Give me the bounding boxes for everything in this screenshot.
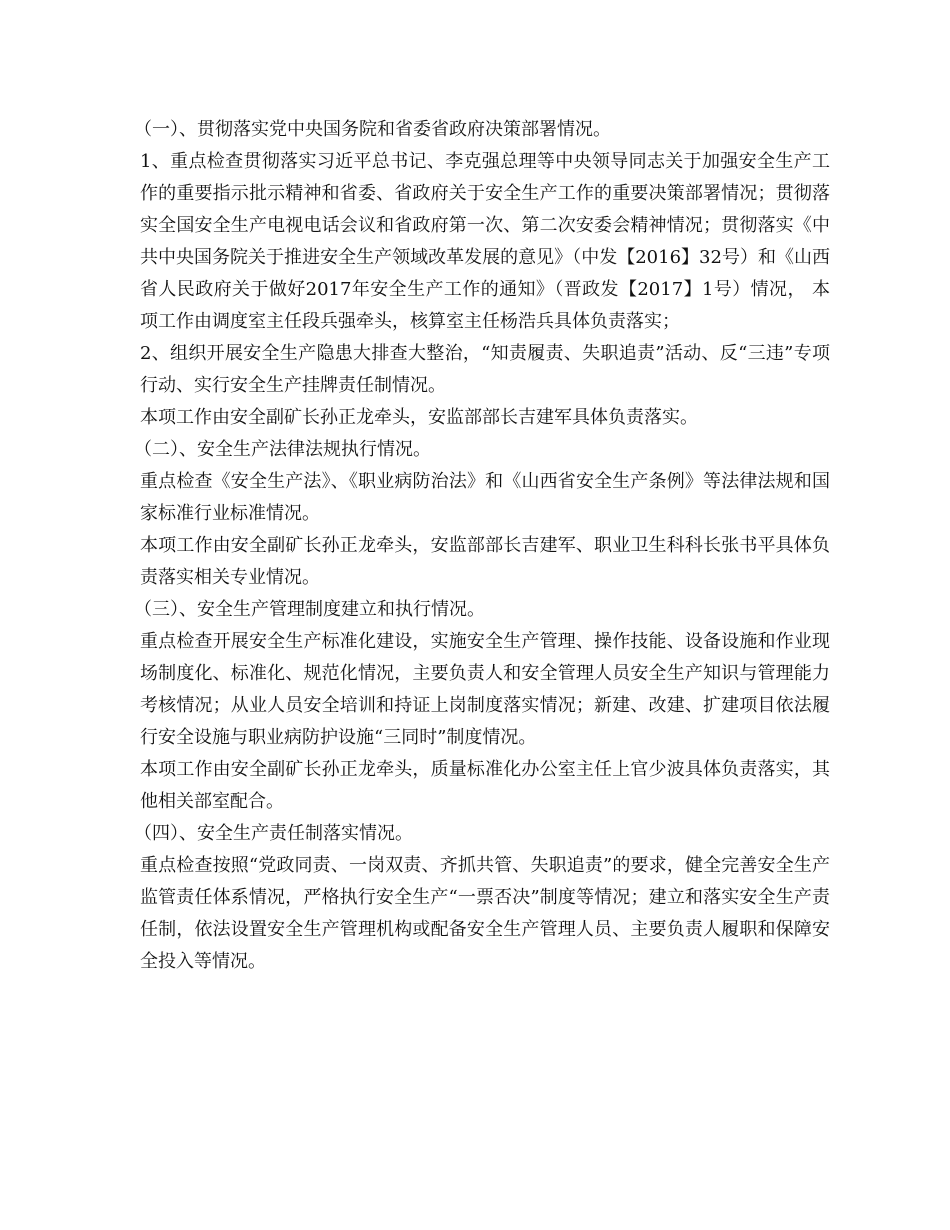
item-2-responsibility: 本项工作由安全副矿长孙正龙牵头，安监部部长吉建军具体负责落实。 [140, 407, 698, 428]
section-3-heading: （三）、安全生产管理制度建立和执行情况。 [134, 599, 485, 620]
section-3-body: 重点检查开展安全生产标准化建设，实施安全生产管理、操作技能、设备设施和作业现场制度化、标准化、规范化情况，主要负责人和安全管理人员安全生产知识与管理能力考核情况；从业人员安全培训和持证上岗制度落实情况；新建、改建、扩建项目依法履行安全设施与职业病防护设施“三同时”制度情况。 [140, 631, 830, 748]
section-4-heading: （四）、安全生产责任制落实情况。 [134, 823, 413, 844]
document-body [134, 114, 830, 978]
section-1-heading: （一）、贯彻落实党中央国务院和省委省政府决策部署情况。 [134, 119, 611, 140]
section-3-responsibility: 本项工作由安全副矿长孙正龙牵头，质量标准化办公室主任上官少波具体负责落实，其他相关部室配合。 [140, 759, 830, 812]
item-1-paragraph: 1、重点检查贯彻落实习近平总书记、李克强总理等中央领导同志关于加强安全生产工作的重要指示批示精神和省委、省政府关于安全生产工作的重要决策部署情况；贯彻落实全国安全生产电视电话会议和省政府第一次、第二次安委会精神情况；贯彻落实《中共中央国务院关于推进安全生产领域改革发展的意见》（中发【2016】32号）和《山西省人民政府关于做好2017年安全生产工作的通知》（晋政发【2017】1号）情况， 本项工作由调度室主任段兵强牵头，核算室主任杨浩兵具体负责落实； [140, 151, 830, 332]
item-2-paragraph: 2、组织开展安全生产隐患大排查大整治，“知责履责、失职追责”活动、反“三违”专项行动、实行安全生产挂牌责任制情况。 [140, 343, 830, 396]
section-2-responsibility: 本项工作由安全副矿长孙正龙牵头，安监部部长吉建军、职业卫生科科长张书平具体负责落实相关专业情况。 [140, 535, 830, 588]
section-2-body: 重点检查《安全生产法》、《职业病防治法》和《山西省安全生产条例》等法律法规和国家标准行业标准情况。 [140, 471, 830, 524]
section-4-body: 重点检查按照“党政同责、一岗双责、齐抓共管、失职追责”的要求，健全完善安全生产监管责任体系情况，严格执行安全生产“一票否决”制度等情况；建立和落实安全生产责任制，依法设置安全生产管理机构或配备安全生产管理人员、主要负责人履职和保障安全投入等情况。 [140, 855, 830, 972]
section-2-heading: （二）、安全生产法律法规执行情况。 [134, 439, 431, 460]
